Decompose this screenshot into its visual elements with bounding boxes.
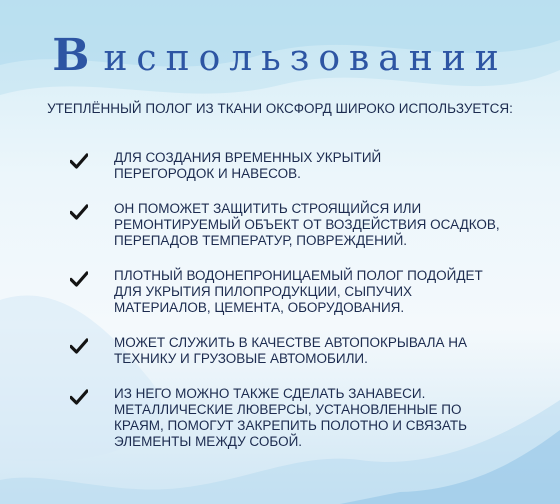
checkmark-icon <box>70 204 88 220</box>
list-item <box>64 150 524 182</box>
page-title <box>0 30 560 81</box>
title-initial: В <box>52 30 104 81</box>
list-item-text: ИЗ НЕГО МОЖНО ТАКЖЕ СДЕЛАТЬ ЗАНАВЕСИ. МЕТАЛЛИЧЕСКИЕ ЛЮВЕРСЫ, УСТАНОВЛЕННЫЕ ПО КРАЯМ, ПОМОГУТ ЗАКРЕПИТЬ ПОЛОТНО И СВЯЗАТЬ ЭЛЕМЕНТЫ МЕЖДУ СОБОЙ. <box>114 386 467 449</box>
list-item-text: МОЖЕТ СЛУЖИТЬ В КАЧЕСТВЕ АВТОПОКРЫВАЛА НА ТЕХНИКУ И ГРУЗОВЫЕ АВТОМОБИЛИ. <box>114 335 468 366</box>
checkmark-icon <box>70 338 88 354</box>
list-item <box>64 335 524 367</box>
list-item-text: ОН ПОМОЖЕТ ЗАЩИТИТЬ СТРОЯЩИЙСЯ ИЛИ РЕМОНТИРУЕМЫЙ ОБЪЕКТ ОТ ВОЗДЕЙСТВИЯ ОСАДКОВ, ПЕРЕПАДОВ ТЕМПЕРАТУР, ПОВРЕЖДЕНИЙ. <box>114 201 500 248</box>
list-item <box>64 268 524 316</box>
usage-list <box>64 150 524 469</box>
checkmark-icon <box>70 389 88 405</box>
list-item <box>64 386 524 450</box>
list-item-text: ДЛЯ СОЗДАНИЯ ВРЕМЕННЫХ УКРЫТИЙ ПЕРЕГОРОДОК И НАВЕСОВ. <box>114 150 382 181</box>
title-rest: использовании <box>103 38 508 79</box>
list-item <box>64 201 524 249</box>
checkmark-icon <box>70 153 88 169</box>
intro-text: УТЕПЛЁННЫЙ ПОЛОГ ИЗ ТКАНИ ОКСФОРД ШИРОКО ИСПОЛЬЗУЕТСЯ: <box>47 101 513 116</box>
checkmark-icon <box>70 271 88 287</box>
list-item-text: ПЛОТНЫЙ ВОДОНЕПРОНИЦАЕМЫЙ ПОЛОГ ПОДОЙДЕТ ДЛЯ УКРЫТИЯ ПИЛОПРОДУКЦИИ, СЫПУЧИХ МАТЕРИАЛОВ, ЦЕМЕНТА, ОБОРУДОВАНИЯ. <box>114 268 483 315</box>
